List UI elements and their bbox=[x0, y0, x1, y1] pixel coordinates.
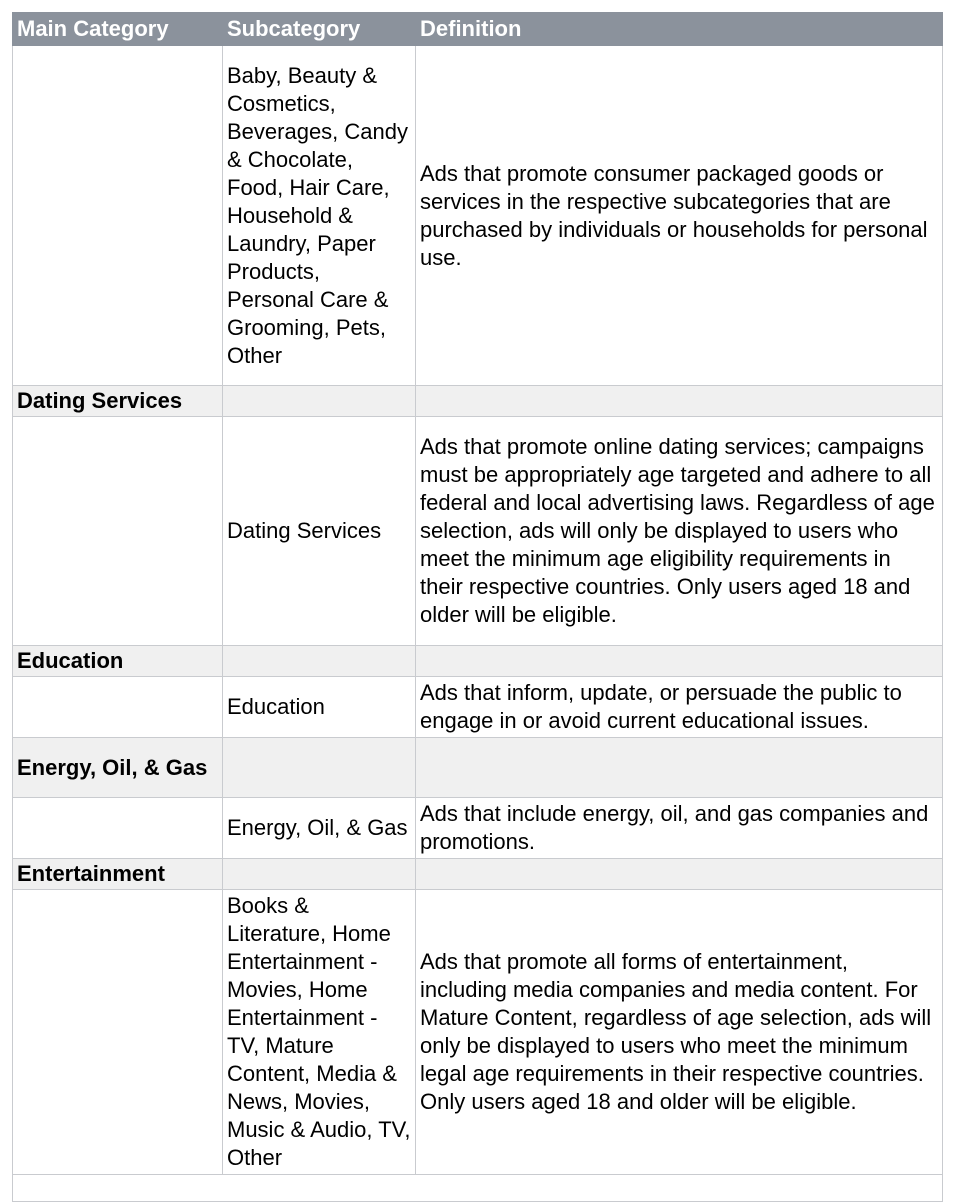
definition-cell: Ads that promote all forms of entertainment, including media companies and media content. For Mature Content, regardless of age selection, ads will only be displayed to users who meet the minimum legal age requirements in their respective countries. Only users aged 18 and older will be eligible. bbox=[416, 890, 943, 1175]
main-category-cell: Dating Services bbox=[13, 386, 223, 417]
table-row bbox=[13, 890, 943, 1175]
column-header-main-category: Main Category bbox=[13, 13, 223, 46]
subcategory-cell bbox=[223, 646, 416, 677]
category-row bbox=[13, 859, 943, 890]
definition-cell bbox=[416, 646, 943, 677]
subcategory-cell: Dating Services bbox=[223, 417, 416, 646]
main-category-cell bbox=[13, 46, 223, 386]
definition-cell bbox=[416, 859, 943, 890]
subcategory-cell: Books & Literature, Home Entertainment - Movies, Home Entertainment - TV, Mature Content, Media & News, Movies, Music & Audio, TV, Other bbox=[223, 890, 416, 1175]
main-category-cell bbox=[13, 890, 223, 1175]
main-category-cell: Energy, Oil, & Gas bbox=[13, 738, 223, 798]
table-row bbox=[13, 677, 943, 738]
subcategory-cell: Energy, Oil, & Gas bbox=[223, 798, 416, 859]
definition-cell: Ads that include energy, oil, and gas companies and promotions. bbox=[416, 798, 943, 859]
subcategory-cell bbox=[223, 386, 416, 417]
category-definitions-table bbox=[12, 12, 943, 1202]
subcategory-cell bbox=[223, 859, 416, 890]
main-category-cell: Education bbox=[13, 646, 223, 677]
category-row bbox=[13, 386, 943, 417]
table-row bbox=[13, 798, 943, 859]
subcategory-cell bbox=[223, 738, 416, 798]
definition-cell: Ads that promote online dating services; campaigns must be appropriately age targeted and adhere to all federal and local advertising laws. Regardless of age selection, ads will only be displayed to users who meet the minimum age eligibility requirements in their respective countries. Only users aged 18 and older will be eligible. bbox=[416, 417, 943, 646]
main-category-cell bbox=[13, 417, 223, 646]
main-category-cell: Entertainment bbox=[13, 859, 223, 890]
table-row bbox=[13, 417, 943, 646]
column-header-definition: Definition bbox=[416, 13, 943, 46]
definition-cell bbox=[416, 386, 943, 417]
main-category-cell bbox=[13, 677, 223, 738]
column-header-subcategory: Subcategory bbox=[223, 13, 416, 46]
category-row bbox=[13, 646, 943, 677]
subcategory-cell: Baby, Beauty & Cosmetics, Beverages, Candy & Chocolate, Food, Hair Care, Household & Laundry, Paper Products, Personal Care & Grooming, Pets, Other bbox=[223, 46, 416, 386]
definition-cell: Ads that promote consumer packaged goods or services in the respective subcategories that are purchased by individuals or households for personal use. bbox=[416, 46, 943, 386]
definition-cell: Ads that inform, update, or persuade the public to engage in or avoid current educational issues. bbox=[416, 677, 943, 738]
main-category-cell bbox=[13, 798, 223, 859]
table-row bbox=[13, 46, 943, 386]
table-header-row bbox=[13, 13, 943, 46]
table-row-cut-off bbox=[13, 1175, 943, 1202]
empty-cell bbox=[13, 1175, 943, 1202]
category-row bbox=[13, 738, 943, 798]
definition-cell bbox=[416, 738, 943, 798]
subcategory-cell: Education bbox=[223, 677, 416, 738]
